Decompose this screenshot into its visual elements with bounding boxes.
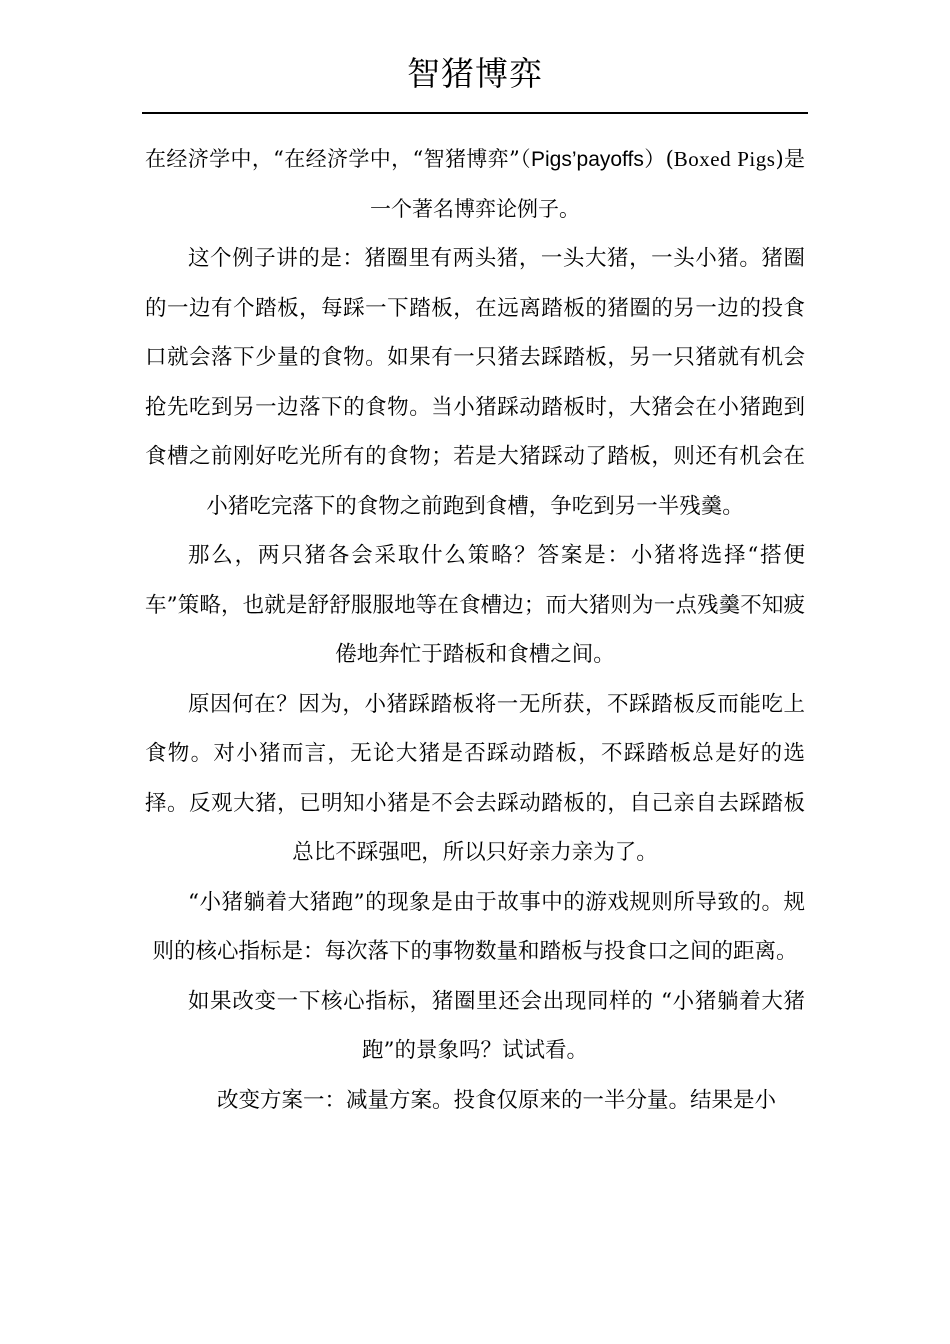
intro-english-term: Pigs’payoffs [531, 148, 644, 171]
intro-english-term-alt: Boxed Pigs [673, 147, 776, 171]
title-divider [142, 112, 808, 114]
intro-text-2: ）( [643, 147, 674, 171]
paragraph-story: 这个例子讲的是：猪圈里有两头猪，一头大猪，一头小猪。猪圈的一边有个踏板，每踩一下踏板，在远离踏板的猪圈的另一边的投食口就会落下少量的食物。如果有一只猪去踩踏板，另一只猪就有机会抢先吃到另一边落下的食物。当小猪踩动踏板时，大猪会在小猪跑到食槽之前刚好吃光所有的食物；若是大猪踩动了踏板，则还有机会在小猪吃完落下的食物之前跑到食槽，争吃到另一半残羹。 [145, 246, 805, 519]
paragraph-plan-one: 改变方案一：减量方案。投食仅原来的一半分量。结果是小 [216, 1087, 776, 1113]
document-title: 智猪博弈 [407, 54, 543, 93]
document-body [145, 135, 805, 1125]
paragraph-question: 如果改变一下核心指标，猪圈里还会出现同样的 “小猪躺着大猪跑”的景象吗？试试看。 [188, 988, 805, 1063]
intro-text-1: 在经济学中，“在经济学中，“智猪博弈”（ [145, 147, 531, 171]
intro-text-3: )是一个著名博弈论例子。 [370, 147, 805, 221]
paragraph-reason: 原因何在？因为，小猪踩踏板将一无所获，不踩踏板反而能吃上食物。对小猪而言，无论大猪是否踩动踏板，不踩踏板总是好的选择。反观大猪，已明知小猪是不会去踩动踏板的，自己亲自去踩踏板总比不踩强吧，所以只好亲力亲为了。 [145, 691, 805, 865]
paragraph-rules: “小猪躺着大猪跑”的现象是由于故事中的游戏规则所导致的。规则的核心指标是：每次落下的事物数量和踏板与投食口之间的距离。 [152, 889, 805, 964]
paragraph-strategy: 那么，两只猪各会采取什么策略？答案是：小猪将选择“搭便车”策略，也就是舒舒服服地等在食槽边；而大猪则为一点残羹不知疲倦地奔忙于踏板和食槽之间。 [145, 543, 805, 667]
paragraph-intro [145, 135, 805, 234]
